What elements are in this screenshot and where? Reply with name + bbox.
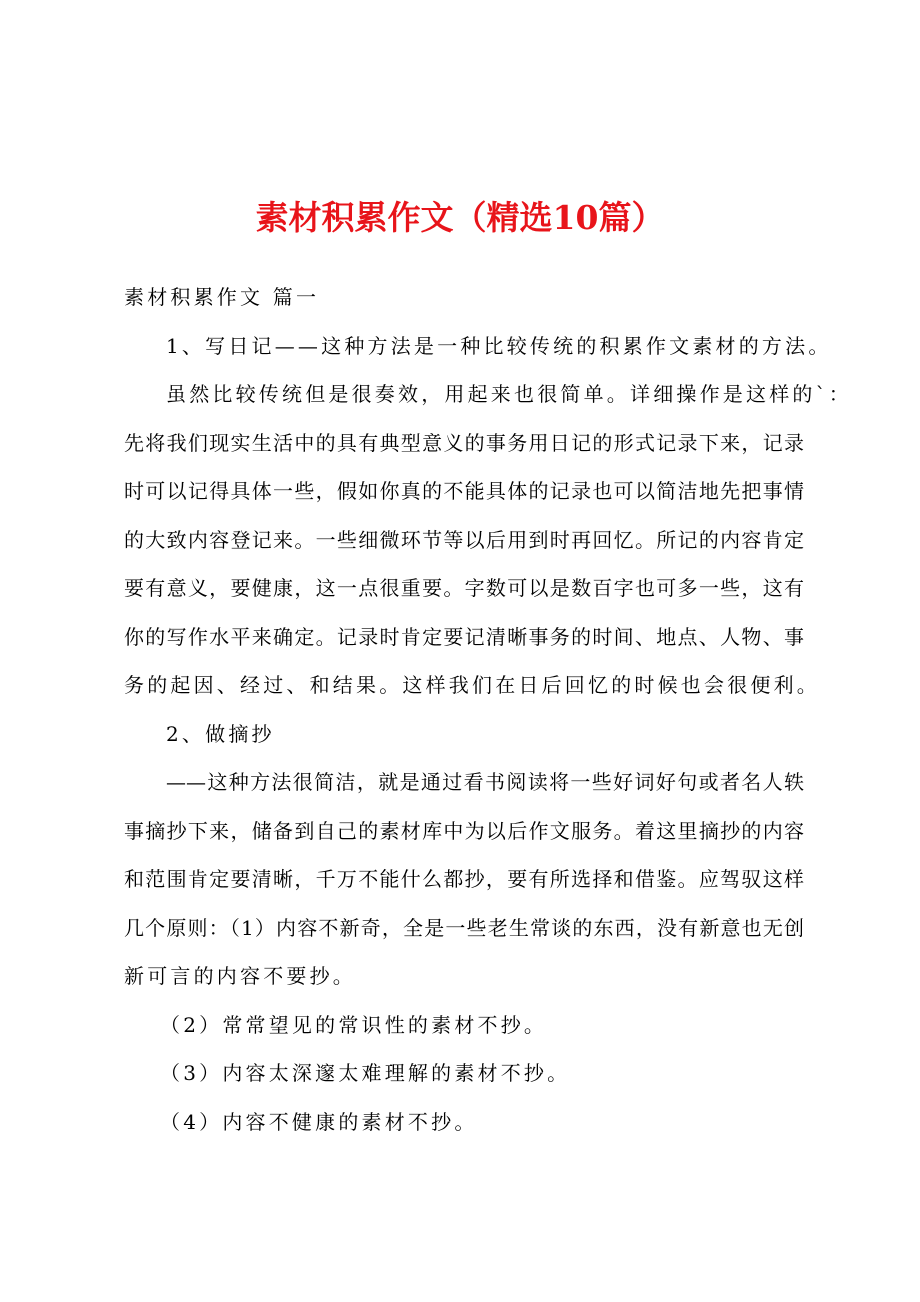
paragraph-line: 先将我们现实生活中的具有典型意义的事务用日记的形式记录下来，记录	[124, 430, 804, 455]
paragraph-line: 虽然比较传统但是很奏效，用起来也很简单。详细操作是这样的`：	[166, 382, 852, 406]
list-item: （4）内容不健康的素材不抄。	[160, 1109, 478, 1134]
paragraph-line: ——这种方法很简洁，就是通过看书阅读将一些好词好句或者名人轶	[166, 770, 804, 794]
paragraph-line: 新可言的内容不要抄。	[124, 964, 356, 988]
paragraph-line: 要有意义，要健康，这一点很重要。字数可以是数百字也可多一些，这有	[124, 576, 804, 600]
paragraph-line: 的大致内容登记来。一些细微环节等以后用到时再回忆。所记的内容肯定	[124, 527, 804, 552]
section-heading: 素材积累作文 篇一	[124, 285, 320, 309]
paragraph-line: 事摘抄下来，储备到自己的素材库中为以后作文服务。着这里摘抄的内容	[124, 818, 804, 843]
paragraph-line: 和范围肯定要清晰，千万不能什么都抄，要有所选择和借鉴。应驾驭这样	[124, 867, 804, 891]
paragraph-line: 几个原则：（1）内容不新奇，全是一些老生常谈的东西，没有新意也无创	[124, 915, 804, 940]
paragraph-line: 1、写日记——这种方法是一种比较传统的积累作文素材的方法。	[166, 333, 832, 358]
paragraph-line: 时可以记得具体一些，假如你真的不能具体的记录也可以简洁地先把事情	[124, 479, 804, 503]
paragraph-line: 2、做摘抄	[166, 721, 275, 746]
paragraph-line: 务的起因、经过、和结果。这样我们在日后回忆的时候也会很便利。	[124, 673, 820, 697]
paragraph-line: 你的写作水平来确定。记录时肯定要记清晰事务的时间、地点、人物、事	[124, 624, 804, 649]
list-item: （3）内容太深邃太难理解的素材不抄。	[160, 1061, 571, 1085]
document-body	[124, 273, 852, 1146]
list-item: （2）常常望见的常识性的素材不抄。	[160, 1012, 548, 1037]
document-title: 素材积累作文（精选10篇）	[255, 198, 665, 237]
